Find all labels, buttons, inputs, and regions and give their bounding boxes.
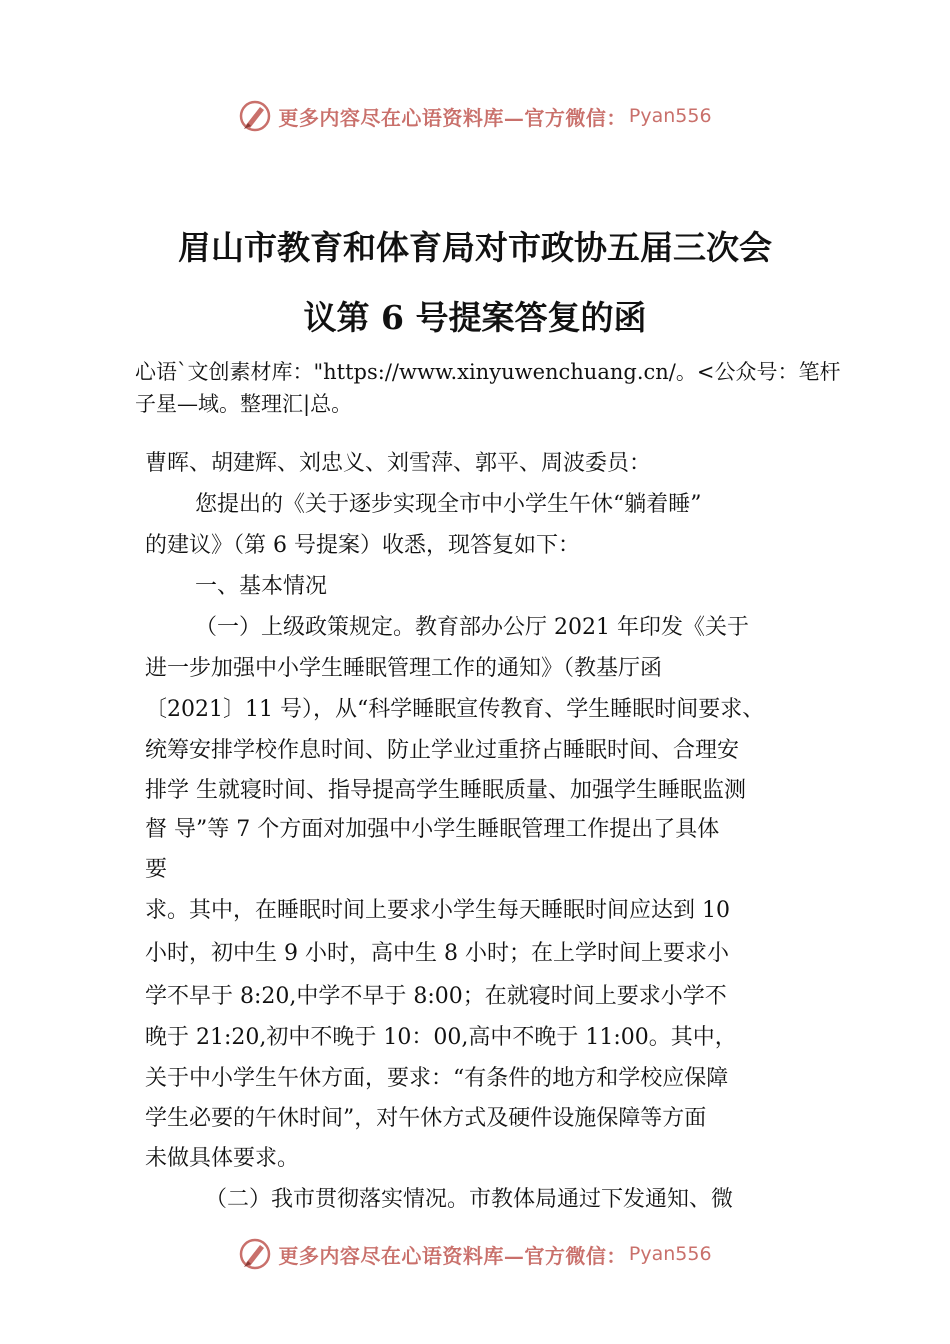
section-heading: 一、基本情况: [195, 574, 328, 599]
body-line: 您提出的《关于逐步实现全市中小学生午休“躺着睡”: [195, 492, 702, 517]
body-line: 的建议》（第 6 号提案）收悉，现答复如下：: [145, 533, 580, 558]
body-line: 关于中小学生午休方面，要求：“有条件的地方和学校应保障: [145, 1066, 729, 1091]
body-line: （一）上级政策规定。教育部办公厅 2021 年印发《关于: [195, 615, 749, 640]
salutation-line: 曹晖、胡建辉、刘忠义、刘雪萍、郭平、周波委员：: [145, 451, 652, 476]
body-line: 晚于 21:20,初中不晚于 10：00,高中不晚于 11:00。其中，: [145, 1025, 737, 1050]
header-banner: [0, 96, 950, 136]
pen-logo-icon: [238, 99, 272, 133]
body-line: 小时，初中生 9 小时，高中生 8 小时；在上学时间上要求小: [145, 941, 729, 966]
banner-text: 更多内容尽在心语资料库—官方微信：: [278, 1243, 627, 1268]
body-line: 要: [145, 857, 168, 882]
banner-text: 更多内容尽在心语资料库—官方微信：: [278, 105, 627, 130]
body-line: 〔2021〕11 号），从“科学睡眠宣传教育、学生睡眠时间要求、: [145, 697, 765, 722]
body-line: 督 导”等 7 个方面对加强中小学生睡眠管理工作提出了具体: [145, 817, 720, 842]
body-line: 排学 生就寝时间、指导提高学生睡眠质量、加强学生睡眠监测: [145, 778, 746, 803]
body-line: 统筹安排学校作息时间、防止学业过重挤占睡眠时间、合理安: [145, 738, 740, 763]
document-title-line-2: 议第 6 号提案答复的函: [303, 298, 647, 337]
body-line: 求。其中，在睡眠时间上要求小学生每天睡眠时间应达到 10: [145, 898, 730, 923]
source-note: 心语`文创素材库："https://www.xinyuwenchuang.cn/。<公众号：笔杆子星—域。整理汇|总。: [135, 360, 841, 416]
body-line: 未做具体要求。: [145, 1146, 300, 1171]
body-line: 学生必要的午休时间”，对午休方式及硬件设施保障等方面: [145, 1106, 707, 1131]
banner-wechat-id: Pyan556: [628, 1243, 712, 1265]
body-line: （二）我市贯彻落实情况。市教体局通过下发通知、微: [205, 1187, 734, 1212]
document-title-line-1: 眉山市教育和体育局对市政协五届三次会: [178, 228, 772, 267]
body-line: 进一步加强中小学生睡眠管理工作的通知》（教基厅函: [145, 656, 663, 681]
body-line: 学不早于 8:20,中学不早于 8:00；在就寝时间上要求小学不: [145, 984, 727, 1009]
footer-banner: [0, 1234, 950, 1274]
pen-logo-icon: [238, 1237, 272, 1271]
banner-wechat-id: Pyan556: [628, 105, 712, 127]
